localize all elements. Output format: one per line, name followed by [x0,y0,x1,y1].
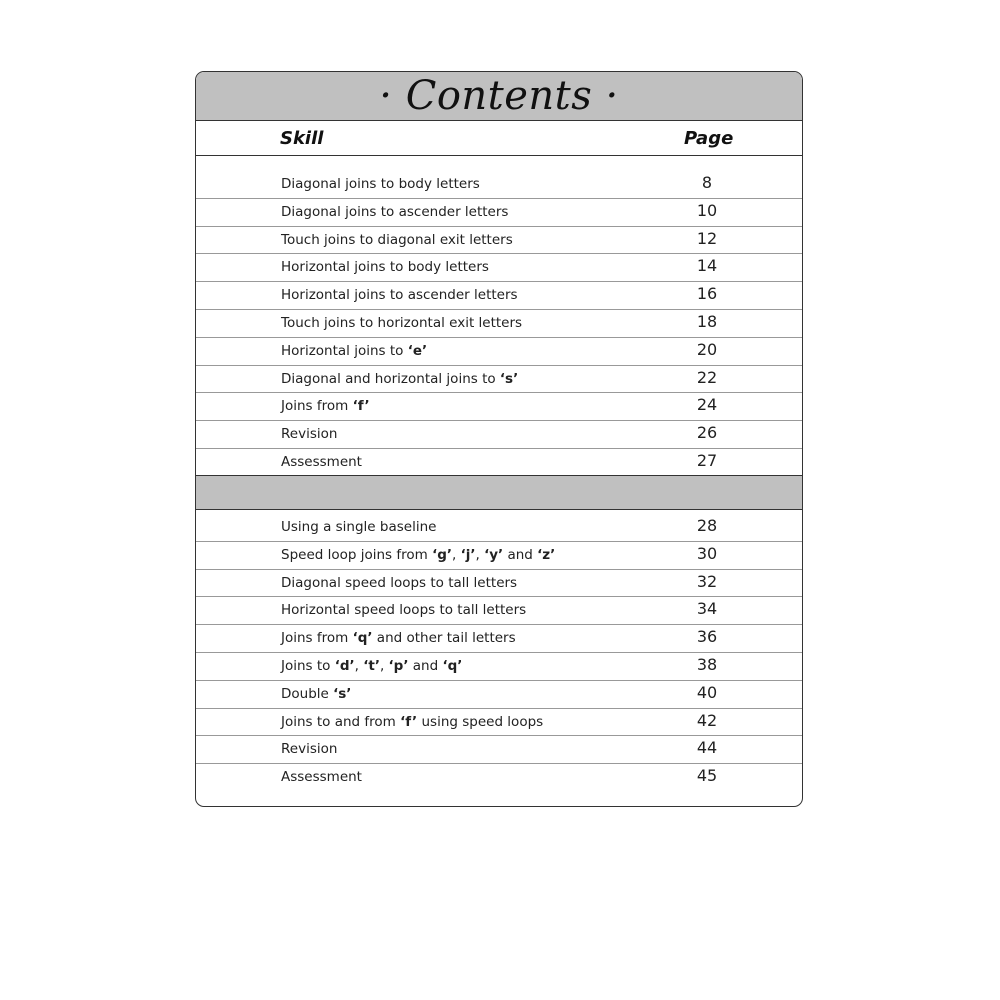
skill-text: Using a single baseline [281,519,437,535]
skill-name [281,315,522,331]
skill-text: , [379,658,389,674]
page-title: · Contents · [379,73,619,119]
page-number: 10 [696,200,718,220]
letter-emphasis: ‘z’ [537,546,556,563]
skill-name [281,630,516,646]
skill-text: using speed loops [417,713,544,730]
skill-name [281,232,513,248]
skill-text: Joins to [281,658,335,674]
skill-name [281,398,370,414]
letter-emphasis: ‘q’ [442,658,463,674]
skill-column-header: Skill [280,128,324,149]
letter-emphasis: ‘g’ [432,546,453,563]
skill-name [281,287,518,303]
table-row [196,652,802,681]
page-number: 38 [696,655,718,674]
page-number: 44 [696,738,718,758]
skill-name [281,519,436,535]
skill-name [281,371,518,387]
skill-name [281,741,337,757]
page-number: 18 [696,312,718,331]
table-row [196,569,802,598]
skill-text: Joins to and from [281,713,401,730]
table-row [196,708,802,737]
letter-emphasis: ‘t’ [363,658,380,674]
page-number: 32 [696,571,718,591]
skill-text: Joins from [281,398,353,415]
skill-name [281,769,362,785]
letter-emphasis: ‘s’ [333,685,352,702]
table-row [196,763,802,791]
table-row [196,448,802,476]
skill-text: , [452,546,461,563]
skill-text: Horizontal joins to [281,342,408,359]
page-column-header: Page [684,128,734,149]
table-row [196,392,802,421]
title-bar [196,72,802,121]
page-number: 28 [696,516,718,535]
table-row [196,198,802,227]
letter-emphasis: ‘e’ [407,342,428,359]
skill-text: Horizontal joins to body letters [281,259,489,276]
table-row [196,337,802,366]
letter-emphasis: ‘j’ [460,546,476,563]
page-number: 36 [696,627,718,647]
table-row [196,309,802,338]
skill-text: Horizontal speed loops to tall letters [281,602,527,619]
page-number: 8 [701,173,713,192]
page-number: 27 [696,451,718,470]
skill-text: Horizontal joins to ascender letters [281,287,518,304]
page-number: 42 [696,710,718,730]
table-row [196,420,802,449]
skill-text: Diagonal and horizontal joins to [281,370,500,387]
table-row [196,253,802,282]
letter-emphasis: ‘q’ [352,630,373,647]
page-number: 20 [696,339,718,359]
letter-emphasis: ‘f’ [352,398,370,415]
page-number: 26 [696,423,718,443]
skill-text: and [408,658,443,674]
skill-text: Touch joins to diagonal exit letters [281,231,513,248]
contents-table [195,71,803,807]
skill-name [281,686,351,702]
page-number: 22 [696,367,718,387]
table-row [196,281,802,310]
skill-text: Assessment [281,769,362,786]
skill-text: Assessment [281,454,362,470]
page-number: 30 [696,543,718,563]
skill-text: Double [281,685,334,702]
skill-text: Touch joins to horizontal exit letters [281,315,523,331]
table-row [196,513,802,542]
letter-emphasis: ‘y’ [484,546,504,563]
section-divider [196,475,802,510]
page-number: 14 [696,256,718,276]
letter-emphasis: ‘f’ [400,713,418,730]
skill-text: Diagonal joins to body letters [281,176,480,192]
skill-name [281,575,517,591]
skill-name [281,547,555,563]
skill-name [281,426,337,442]
skill-name [281,176,480,192]
table-row [196,365,802,394]
table-row [196,541,802,570]
page-number: 40 [696,682,718,702]
skill-text: , [475,546,485,563]
page-number: 45 [696,766,718,786]
table-row [196,596,802,625]
skill-text: and [503,546,538,563]
skill-text: Diagonal speed loops to tall letters [281,574,518,591]
page-number: 12 [696,228,718,248]
skill-name [281,658,462,674]
column-header-row [196,121,802,156]
page-number: 24 [696,395,718,415]
skill-name [281,454,362,470]
table-row [196,624,802,653]
table-row [196,735,802,764]
table-row [196,226,802,255]
skill-text: Revision [281,426,338,443]
skill-text: Joins from [281,630,353,647]
skill-name [281,602,526,618]
skill-text: Speed loop joins from [281,546,433,563]
letter-emphasis: ‘p’ [388,658,409,674]
page-number: 16 [696,284,718,304]
table-row [196,170,802,199]
skill-text: and other tail letters [372,630,516,647]
skill-text: , [354,658,364,674]
skill-text: Revision [281,741,338,758]
letter-emphasis: ‘d’ [334,658,355,674]
skill-name [281,714,543,730]
skill-text: Diagonal joins to ascender letters [281,203,509,220]
skill-name [281,343,427,359]
table-row [196,680,802,709]
letter-emphasis: ‘s’ [499,370,519,387]
skill-name [281,259,489,275]
page-number: 34 [696,599,718,619]
skill-name [281,204,508,220]
